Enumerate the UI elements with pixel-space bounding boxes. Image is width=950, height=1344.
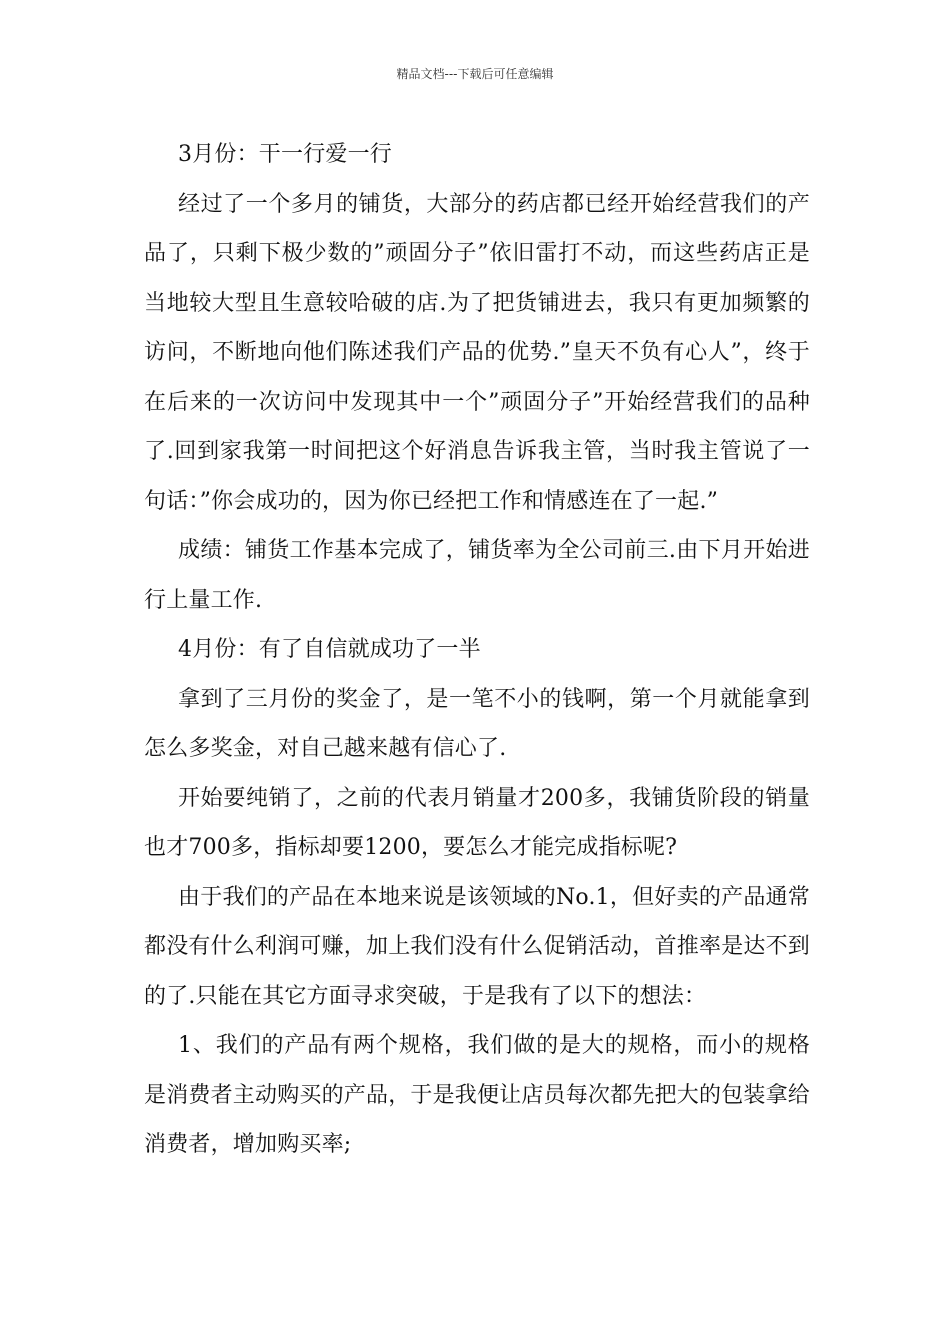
section-heading-march: 3月份：干一行爱一行 [178,142,392,167]
paragraph-april-strategy: 由于我们的产品在本地来说是该领域的No.1，但好卖的产品通常都没有什么利润可赚，加上我们没有什么促销活动，首推率是达不到的了.只能在其它方面寻求突破，于是我有了以下的想法： [144,884,811,1009]
document-body [144,130,810,1170]
paragraph-march-result: 成绩：铺货工作基本完成了，铺货率为全公司前三.由下月开始进行上量工作. [144,538,810,613]
paragraph-april-bonus: 拿到了三月份的奖金了，是一笔不小的钱啊，第一个月就能拿到怎么多奖金，对自己越来越有信心了. [144,686,810,761]
paragraph-april-target: 开始要纯销了，之前的代表月销量才200多，我铺货阶段的销量也才700多，指标却要1200，要怎么才能完成指标呢? [144,785,810,860]
section-heading-april: 4月份：有了自信就成功了一半 [178,637,481,662]
paragraph-idea-1: 1、我们的产品有两个规格，我们做的是大的规格，而小的规格是消费者主动购买的产品，于是我便让店员每次都先把大的包装拿给消费者，增加购买率; [144,1033,811,1157]
paragraph-march-story: 经过了一个多月的铺货，大部分的药店都已经开始经营我们的产品了，只剩下极少数的”顽固分子”依旧雷打不动，而这些药店正是当地较大型且生意较哈破的店.为了把货铺进去，我只有更加频繁的访问，不断地向他们陈述我们产品的优势.”皇天不负有心人”，终于在后来的一次访问中发现其中一个”顽固分子”开始经营我们的品种了.回到家我第一时间把这个好消息告诉我主管，当时我主管说了一句话：”你会成功的，因为你已经把工作和情感连在了一起.” [144,191,810,514]
page-header: 精品文档---下载后可任意编辑 [396,67,554,81]
